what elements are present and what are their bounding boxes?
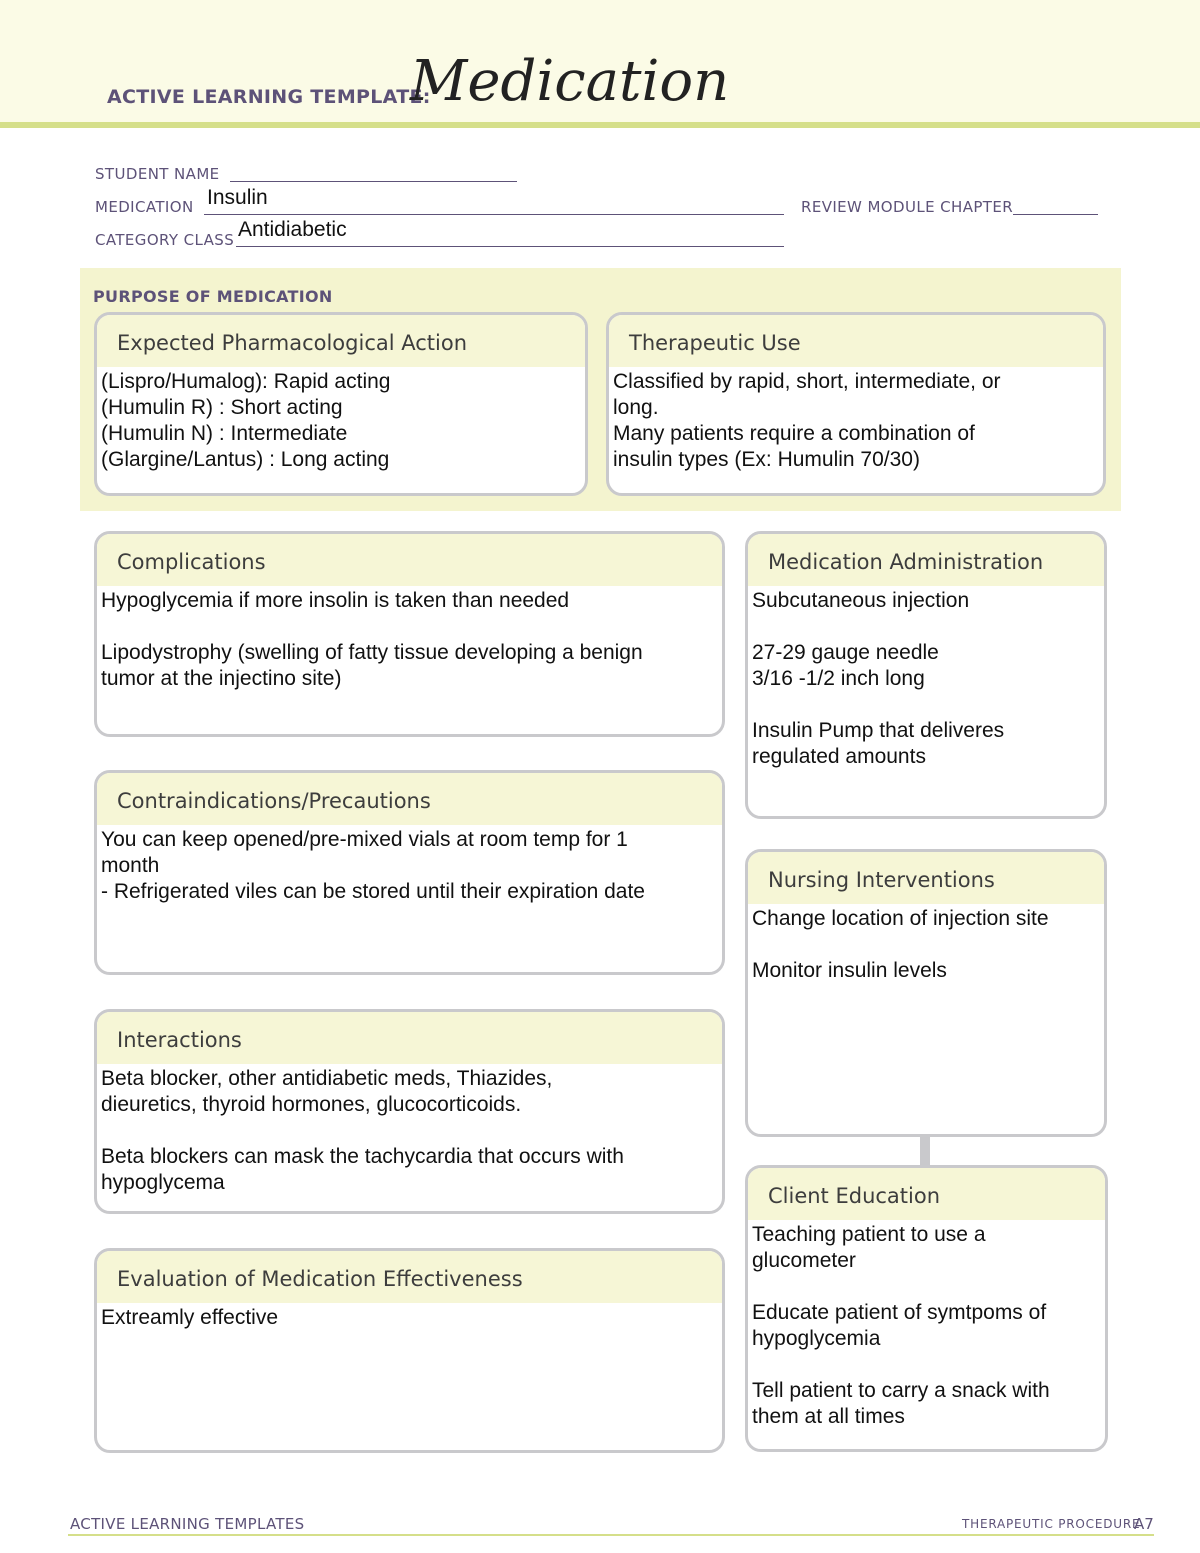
medication-field[interactable] <box>204 214 784 215</box>
footer-left: ACTIVE LEARNING TEMPLATES <box>70 1515 305 1533</box>
expected-action-box <box>94 312 588 496</box>
nursing-interventions-text[interactable]: Change location of injection site Monitor insulin levels <box>752 907 1049 982</box>
nursing-interventions-title: Nursing Interventions <box>748 852 1104 904</box>
category-class-field[interactable] <box>236 246 784 247</box>
footer-page-number: A7 <box>1134 1515 1154 1533</box>
medication-administration-text[interactable]: Subcutaneous injection 27-29 gauge needle 3/16 -1/2 inch long Insulin Pump that deliveres regulated amounts <box>752 589 1005 768</box>
complications-box <box>94 531 725 737</box>
contraindications-title: Contraindications/Precautions <box>97 773 722 825</box>
medication-administration-box <box>745 531 1107 819</box>
category-class-label: CATEGORY CLASS <box>95 231 235 249</box>
review-module-label: REVIEW MODULE CHAPTER <box>801 198 1014 216</box>
expected-action-title: Expected Pharmacological Action <box>97 315 585 367</box>
interactions-text[interactable]: Beta blocker, other antidiabetic meds, Thiazides, dieuretics, thyroid hormones, glucocorticoids. Beta blockers can mask the tachycardia that occurs with hypoglycema <box>101 1067 624 1194</box>
complications-text[interactable]: Hypoglycemia if more insolin is taken than needed Lipodystrophy (swelling of fatty tissue developing a benign tumor at the injectino site) <box>101 589 643 690</box>
therapeutic-use-title: Therapeutic Use <box>609 315 1103 367</box>
category-class-value: Antidiabetic <box>238 218 347 241</box>
therapeutic-use-box <box>606 312 1106 496</box>
student-name-field[interactable] <box>230 181 517 182</box>
footer-right: THERAPEUTIC PROCEDURE <box>962 1517 1141 1531</box>
box-connector <box>920 1135 930 1167</box>
contraindications-text[interactable]: You can keep opened/pre-mixed vials at room temp for 1 month - Refrigerated viles can be stored until their expiration date <box>101 828 645 903</box>
evaluation-text[interactable]: Extreamly effective <box>101 1306 279 1329</box>
medication-label: MEDICATION <box>95 198 194 216</box>
interactions-title: Interactions <box>97 1012 722 1064</box>
client-education-text[interactable]: Teaching patient to use a glucometer Educate patient of symtpoms of hypoglycemia Tell patient to carry a snack with them at all times <box>752 1223 1050 1428</box>
template-label: ACTIVE LEARNING TEMPLATE: <box>107 86 431 108</box>
page-title: Medication <box>410 49 730 114</box>
therapeutic-use-text[interactable]: Classified by rapid, short, intermediate, or long. Many patients require a combination of insulin types (Ex: Humulin 70/30) <box>613 370 1001 471</box>
medication-administration-title: Medication Administration <box>748 534 1104 586</box>
medication-value: Insulin <box>207 186 268 209</box>
expected-action-text[interactable]: (Lispro/Humalog): Rapid acting (Humulin R) : Short acting (Humulin N) : Intermediate (Glargine/Lantus) : Long acting <box>101 370 391 471</box>
review-module-field[interactable] <box>1013 214 1098 215</box>
evaluation-title: Evaluation of Medication Effectiveness <box>97 1251 722 1303</box>
complications-title: Complications <box>97 534 722 586</box>
client-education-title: Client Education <box>748 1168 1105 1220</box>
contraindications-box <box>94 770 725 975</box>
nursing-interventions-box <box>745 849 1107 1137</box>
purpose-label: PURPOSE OF MEDICATION <box>93 287 333 306</box>
header-rule <box>0 122 1200 128</box>
footer-rule <box>68 1534 1154 1536</box>
client-education-box <box>745 1165 1108 1452</box>
evaluation-box <box>94 1248 725 1453</box>
student-name-label: STUDENT NAME <box>95 165 220 183</box>
interactions-box <box>94 1009 725 1214</box>
